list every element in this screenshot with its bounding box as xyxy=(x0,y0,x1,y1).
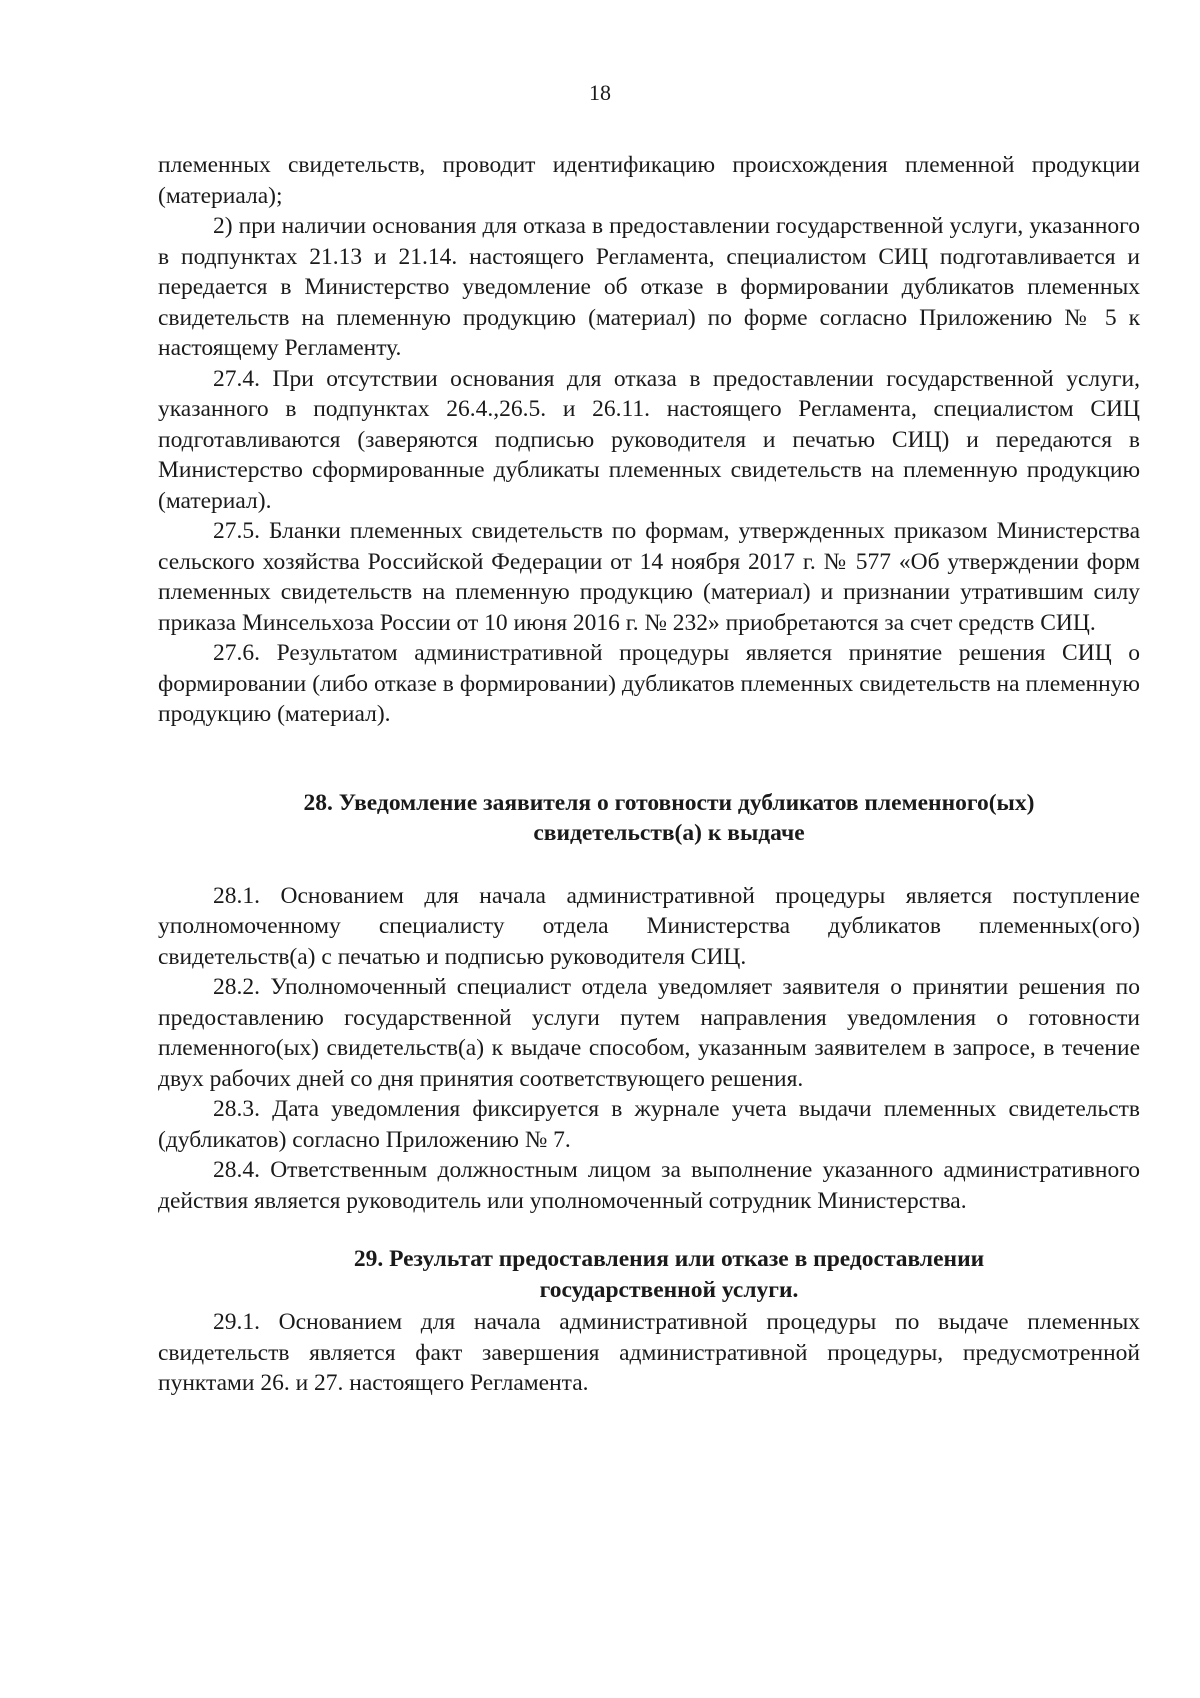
section-heading-28-line2: свидетельств(а) к выдаче xyxy=(533,820,805,846)
paragraph-27-6: 27.6. Результатом административной процедуры является принятие решения СИЦ о формировании (либо отказе в формировании) дубликатов племенных свидетельств на племенную продукцию (материал). xyxy=(158,640,1140,727)
paragraph-29-1: 29.1. Основанием для начала административной процедуры по выдаче племенных свидетельств является факт завершения административной процедуры, предусмотренной пунктами 26. и 27. настоящего Регламента. xyxy=(158,1309,1140,1396)
paragraph-28-2: 28.2. Уполномоченный специалист отдела уведомляет заявителя о принятии решения по предоставлению государственной услуги путем направления уведомления о готовности племенного(ых) свидетельств(а) к выдаче способом, указанным заявителем в запросе, в течение двух рабочих дней со дня принятия соответствующего решения. xyxy=(158,974,1140,1092)
paragraph-27-5: 27.5. Бланки племенных свидетельств по формам, утвержденных приказом Министерства сельского хозяйства Российской Федерации от 14 ноября 2017 г. № 577 «Об утверждении форм племенных свидетельств на племенную продукцию (материал) и признании утратившим силу приказа Минсельхоза России от 10 июня 2016 г. № 232» приобретаются за счет средств СИЦ. xyxy=(158,518,1140,636)
paragraph-27-4: 27.4. При отсутствии основания для отказа в предоставлении государственной услуги, указанного в подпунктах 26.4.,26.5. и 26.11. настоящего Регламента, специалистом СИЦ подготавливаются (заверяются подписью руководителя и печатью СИЦ) и передаются в Министерство сформированные дубликаты племенных свидетельств на племенную продукцию (материал). xyxy=(158,365,1140,514)
section-heading-29 xyxy=(158,1244,1140,1305)
paragraph-28-3: 28.3. Дата уведомления фиксируется в журнале учета выдачи племенных свидетельств (дубликатов) согласно Приложению № 7. xyxy=(158,1096,1140,1153)
page-number: 18 xyxy=(589,80,611,105)
paragraph-continuation: племенных свидетельств, проводит идентификацию происхождения племенной продукции (материала); xyxy=(158,152,1140,209)
paragraph-28-1: 28.1. Основанием для начала административной процедуры является поступление уполномоченному специалисту отдела Министерства дубликатов племенных(ого) свидетельств(а) с печатью и подписью руководителя СИЦ. xyxy=(158,882,1140,970)
paragraph-28-4: 28.4. Ответственным должностным лицом за выполнение указанного административного действия является руководитель или уполномоченный сотрудник Министерства. xyxy=(158,1157,1140,1214)
document-body xyxy=(158,150,1140,1399)
section-heading-28 xyxy=(158,788,1140,849)
section-heading-29-line1: 29. Результат предоставления или отказе в предоставлении xyxy=(353,1246,985,1272)
section-heading-28-line1: 28. Уведомление заявителя о готовности дубликатов племенного(ых) xyxy=(303,789,1035,816)
section-heading-29-line2: государственной услуги. xyxy=(539,1276,799,1303)
paragraph-item-2: 2) при наличии основания для отказа в предоставлении государственной услуги, указанного в подпунктах 21.13 и 21.14. настоящего Регламента, специалистом СИЦ подготавливается и передается в Министерство уведомление об отказе в формировании дубликатов племенных свидетельств на племенную продукцию (материал) по форме согласно Приложению № 5 к настоящему Регламенту. xyxy=(158,213,1140,361)
